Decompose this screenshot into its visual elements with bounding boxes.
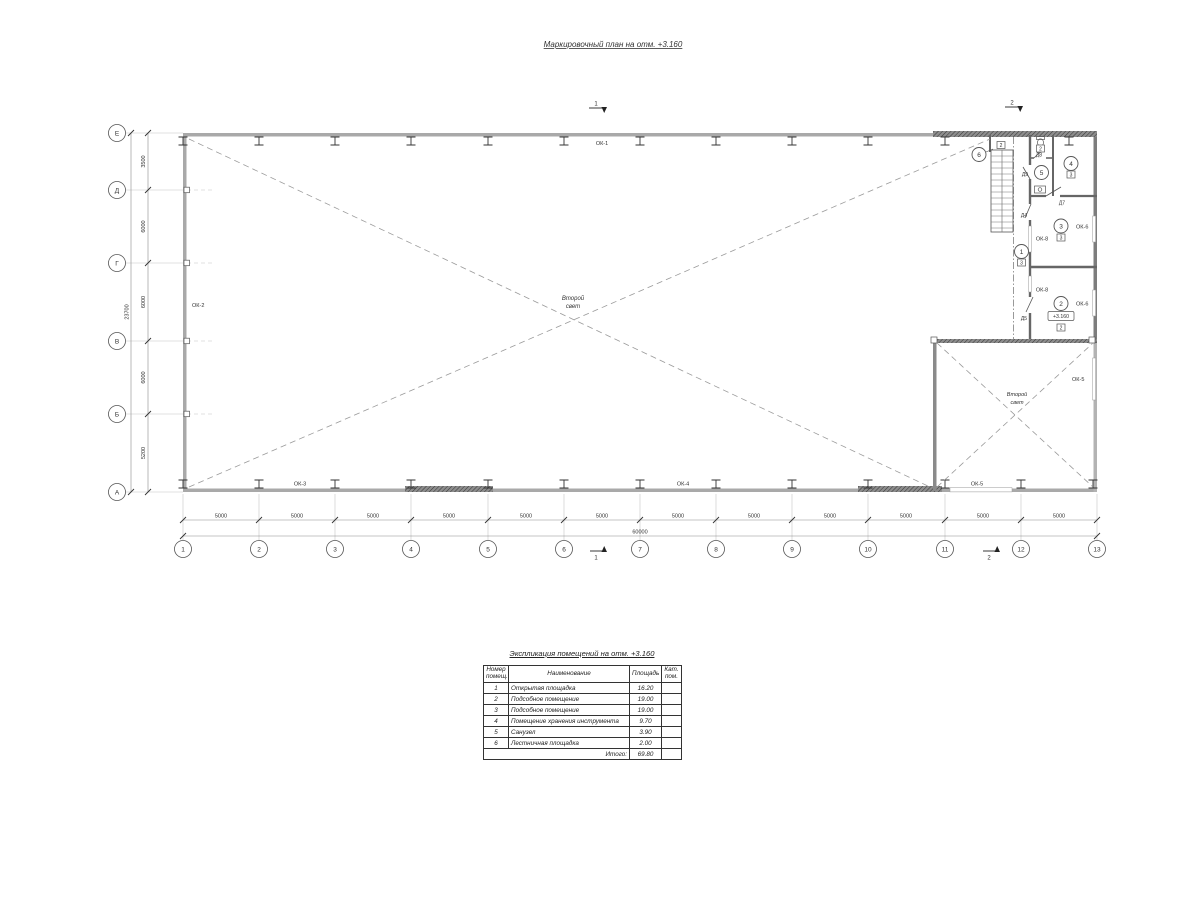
col-header-area: Площадь: [630, 666, 662, 683]
second-light-se-2: свет: [1010, 400, 1024, 406]
room-num: 1: [484, 683, 509, 694]
col-header-name: Наименование: [509, 666, 630, 683]
room-number: 3: [1059, 223, 1063, 231]
col-label: 5: [486, 546, 490, 554]
room-num: 5: [484, 727, 509, 738]
col-header-num: Номер помещ.: [484, 666, 509, 683]
ok3-label: ОК-3: [293, 481, 307, 488]
ok5-label: ОК-5: [970, 481, 984, 488]
dimension-lines: [125, 130, 1101, 539]
room-schedule-table: [483, 665, 682, 760]
row-label: Г: [115, 260, 119, 268]
row-axis-bubbles: [109, 125, 126, 501]
room-cat: [662, 694, 682, 705]
hatched-wall-bottom-right: [858, 486, 942, 492]
dim-span-label: 5000: [899, 513, 913, 520]
dim-span-label: 5000: [747, 513, 761, 520]
second-light-labels: [562, 295, 1027, 406]
room-number: 2: [1059, 300, 1063, 308]
room-name: Помещение хранения инструмента: [509, 716, 630, 727]
ok4-label: ОК-4: [676, 481, 690, 488]
column-symbols: [179, 137, 1098, 488]
col-label: 8: [714, 546, 718, 554]
dim-span-label: 5000: [290, 513, 304, 520]
room-cat: 2: [1059, 325, 1063, 332]
col-label: 2: [257, 546, 261, 554]
room-schedule-title: Экспликация помещений на отм. +3.160: [509, 649, 655, 658]
room-area: 3.90: [630, 727, 662, 738]
total-cat: [662, 749, 682, 760]
ok6-label: ОК-6: [1076, 301, 1089, 308]
d7-label: Д7: [1058, 200, 1066, 207]
row-label: Б: [114, 411, 120, 419]
dim-total-h: 60000: [632, 529, 648, 536]
dim-span-label: 5000: [671, 513, 685, 520]
section-1-bottom: 1: [594, 555, 598, 562]
sink-icon: [1035, 186, 1046, 193]
col-label: 6: [562, 546, 566, 554]
table-row: [484, 694, 682, 705]
second-light-diagonals: [189, 139, 1093, 487]
col-label: 9: [790, 546, 794, 554]
row-label: А: [114, 489, 120, 497]
room-area: 19.00: [630, 705, 662, 716]
col-label: 11: [941, 546, 949, 554]
room-area: 2.00: [630, 738, 662, 749]
col-label: 3: [333, 546, 337, 554]
dim-span-label: 5000: [214, 513, 228, 520]
room-number: 5: [1039, 169, 1044, 177]
room-name: Открытая площадка: [509, 683, 630, 694]
hatched-wall-top: [933, 131, 1097, 137]
room-num: 2: [484, 694, 509, 705]
dim-span-label: 5000: [442, 513, 456, 520]
dim-span-label: 5000: [366, 513, 380, 520]
window-labels: [192, 141, 1088, 488]
dim-total-v: 23700: [124, 304, 131, 320]
section-2-top: 2: [1010, 100, 1014, 107]
table-row: [484, 683, 682, 694]
room-area: 19.00: [630, 694, 662, 705]
dim-span-label: 5000: [976, 513, 990, 520]
second-light-main-2: свет: [565, 304, 581, 310]
ok2-label: ОК-2: [192, 303, 205, 309]
ok5-label: ОК-5: [1072, 377, 1085, 383]
row-axes: [126, 133, 214, 492]
dim-span-label: 6000: [141, 295, 147, 309]
d5-label: Д5: [1020, 316, 1027, 322]
dim-span-label: 5000: [595, 513, 609, 520]
table-row: [484, 716, 682, 727]
ok6-label: ОК-6: [1076, 224, 1089, 231]
dim-span-label: 5200: [141, 446, 147, 460]
table-row: [484, 705, 682, 716]
col-label: 13: [1093, 546, 1101, 554]
room-cat: 2: [999, 143, 1003, 149]
row-label: Д: [114, 187, 120, 195]
col-label: 1: [181, 546, 185, 554]
col-label: 12: [1017, 546, 1025, 554]
room-name: Санузел: [509, 727, 630, 738]
row-label: Е: [114, 130, 120, 138]
room-num: 3: [484, 705, 509, 716]
dim-span-label: 5000: [1052, 513, 1066, 520]
room-cat: [662, 727, 682, 738]
dim-span-label: 3500: [141, 155, 147, 168]
ok1-label: ОК-1: [595, 141, 609, 147]
stairs: [991, 150, 1013, 232]
dim-span-label: 5000: [519, 513, 533, 520]
hatched-wall-bottom-left: [405, 486, 493, 492]
room-number: 4: [1069, 160, 1073, 168]
exterior-walls: [183, 131, 1097, 492]
col-axis-bubbles: [175, 541, 1106, 558]
dim-span-label: 6000: [141, 220, 147, 233]
second-light-se-1: Второй: [1006, 392, 1028, 398]
table-row: [484, 727, 682, 738]
col-label: 4: [409, 546, 413, 554]
room-cat: [662, 716, 682, 727]
room-cat: [662, 683, 682, 694]
room-name: Лестничная площадка: [509, 738, 630, 749]
room-num: 4: [484, 716, 509, 727]
d9-label: Д9: [1021, 172, 1028, 178]
table-row: [484, 738, 682, 749]
ok8-label: ОК-8: [1035, 287, 1049, 294]
dim-span-label: 6000: [141, 371, 147, 384]
room-cat: 3: [1020, 260, 1023, 267]
total-area: 69.80: [630, 749, 662, 760]
column-marker: [931, 337, 937, 343]
room-number: 6: [977, 151, 981, 159]
room-name: Подсобное помещение: [509, 705, 630, 716]
room-cat: 3: [1059, 235, 1063, 242]
elevation-value: +3.160: [1052, 314, 1070, 321]
wc-cat: 2: [1039, 146, 1042, 153]
room-name: Подсобное помещение: [509, 694, 630, 705]
room-area: 16.20: [630, 683, 662, 694]
room-cat: [662, 705, 682, 716]
room-cat: 3: [1069, 172, 1073, 179]
table-total-row: [484, 749, 682, 760]
col-label: 7: [638, 546, 642, 554]
room-schedule: [483, 649, 681, 760]
room-number: 1: [1019, 248, 1024, 256]
room-area: 9.70: [630, 716, 662, 727]
plan-title: Маркировочный план на отм. +3.160: [543, 40, 683, 49]
ok8-label: ОК-8: [1035, 236, 1049, 243]
dim-span-label: 5000: [823, 513, 837, 520]
section-1-top: 1: [594, 101, 598, 108]
section-marks: [589, 101, 1023, 562]
second-light-main-1: Второй: [561, 296, 585, 302]
d4-label: Д4: [1020, 213, 1027, 219]
room-num: 6: [484, 738, 509, 749]
d8-label: Д8: [1035, 152, 1043, 159]
column-marker: [1089, 337, 1095, 343]
section-2-bottom: 2: [987, 555, 991, 562]
col-header-cat: Кат. пом.: [662, 666, 682, 683]
col-label: 10: [864, 546, 872, 554]
total-label: Итого:: [484, 749, 630, 760]
row-label: В: [114, 338, 120, 346]
room-cat: [662, 738, 682, 749]
